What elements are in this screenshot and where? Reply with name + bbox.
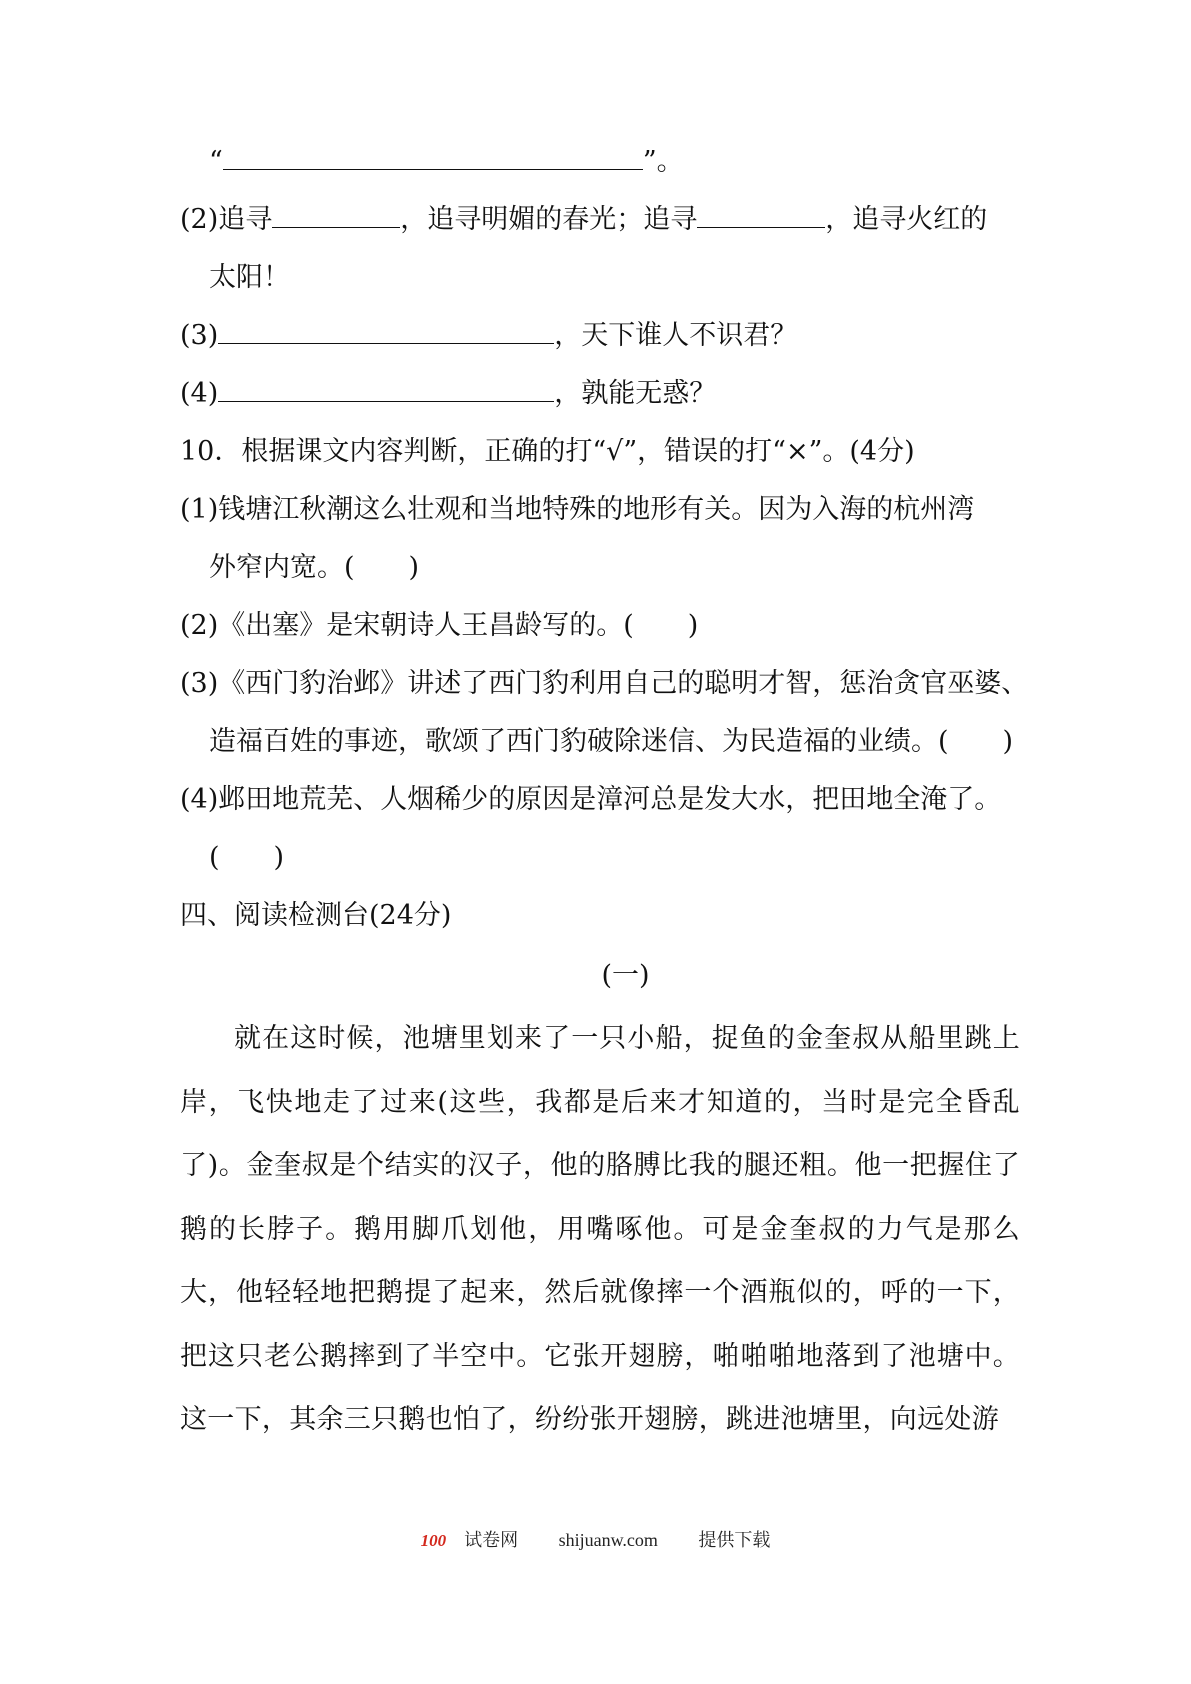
open-quote: “ [209, 146, 223, 177]
q9-item-4-text: ，孰能无惑？ [554, 378, 717, 409]
answer-blank[interactable] [697, 201, 825, 228]
q9-item-3-text: ，天下谁人不识君？ [554, 320, 798, 351]
reading-passage: 就在这时候，池塘里划来了一只小船，捉鱼的金奎叔从船里跳上岸，飞快地走了过来(这些，我都是后来才知道的，当时是完全昏乱了)。金奎叔是个结实的汉子，他的胳膊比我的腿还粗。他一把握住了鹅的长脖子。鹅用脚爪划他，用嘴啄他。可是金奎叔的力气是那么大，他轻轻地把鹅提了起来，然后就像摔一个酒瓶似的，呼的一下，把这只老公鹅摔到了半空中。它张开翅膀，啪啪啪地落到了池塘中。这一下，其余三只鹅也怕了，纷纷张开翅膀，跳进池塘里，向远处游 [180, 1023, 1020, 1435]
q10-item-3: (3)《西门豹治邺》讲述了西门豹利用自己的聪明才智，惩治贪官巫婆、 [180, 668, 1029, 699]
site-logo: 100 [420, 1531, 447, 1550]
section-heading: 四、阅读检测台(24分) [180, 900, 452, 931]
q10-item-4-cont[interactable]: ( ) [209, 842, 285, 873]
q9-item-2 [180, 200, 1021, 240]
answer-blank[interactable] [218, 375, 554, 402]
close-quote: ”。 [642, 146, 684, 177]
answer-blank[interactable] [218, 317, 554, 344]
answer-blank[interactable] [223, 143, 643, 170]
q10-title: 10．根据课文内容判断，正确的打“√”，错误的打“×”。(4分) [180, 436, 915, 467]
q10-item-1-cont[interactable]: 外窄内宽。( ) [209, 552, 420, 583]
q9-item-1 [209, 142, 1021, 182]
q9-item-2-text-c: ，追寻火红的 [825, 204, 988, 235]
site-name: 试卷网 [464, 1530, 519, 1550]
q10-item-2[interactable]: (2)《出塞》是宋朝诗人王昌龄写的。( ) [180, 610, 699, 641]
passage-number: (一) [601, 960, 650, 991]
q10-item-4: (4)邺田地荒芜、人烟稀少的原因是漳河总是发大水，把田地全淹了。 [180, 784, 1002, 815]
q9-item-3-number: (3) [180, 320, 219, 351]
q9-item-4-number: (4) [180, 378, 219, 409]
site-domain[interactable]: shijuanw.com [558, 1530, 658, 1550]
q9-item-2-text-a: (2)追寻 [180, 204, 273, 235]
q10-item-1: (1)钱塘江秋潮这么壮观和当地特殊的地形有关。因为入海的杭州湾 [180, 494, 975, 525]
q10-item-3-cont[interactable]: 造福百姓的事迹，歌颂了西门豹破除迷信、为民造福的业绩。( ) [209, 726, 1014, 757]
page-footer [0, 1526, 1191, 1552]
download-note: 提供下载 [698, 1530, 771, 1550]
q9-item-3 [180, 316, 1021, 356]
q9-item-2-cont: 太阳！ [209, 262, 290, 293]
q9-item-4 [180, 374, 1021, 414]
q9-item-2-text-b: ，追寻明媚的春光；追寻 [400, 204, 698, 235]
answer-blank[interactable] [272, 201, 400, 228]
